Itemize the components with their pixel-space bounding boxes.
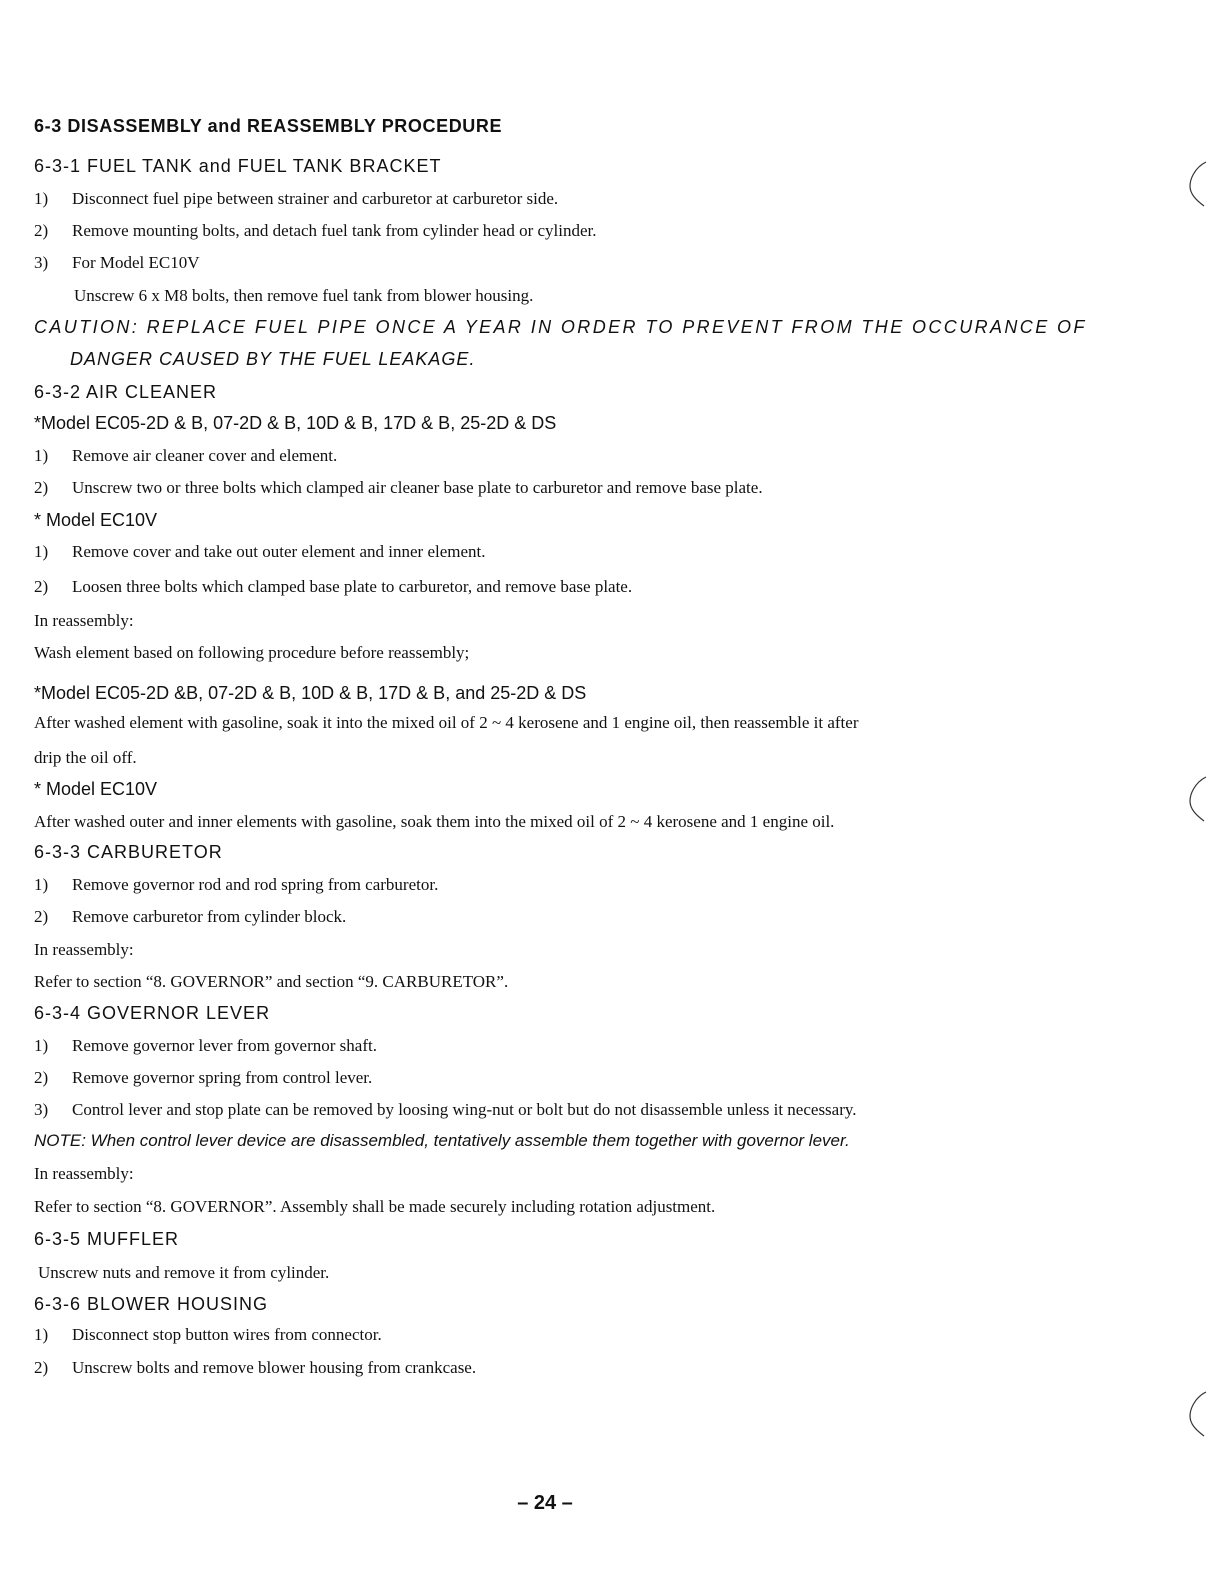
paragraph-text: Refer to section “8. GOVERNOR”. Assembly shall be made securely including rotation adjustment.	[34, 1197, 716, 1216]
item-number: 2)	[34, 577, 49, 596]
subsection-title-carburetor: 6-3-3 CARBURETOR	[34, 842, 223, 862]
item-number: 1)	[34, 446, 49, 465]
list-item	[34, 221, 597, 241]
item-text: Remove governor spring from control lever.	[72, 1068, 373, 1087]
item-number: 2)	[34, 1358, 49, 1377]
binder-hole-arc	[1186, 1390, 1208, 1440]
item-text: Unscrew two or three bolts which clamped air cleaner base plate to carburetor and remove base plate.	[72, 478, 763, 497]
subsection-title-muffler: 6-3-5 MUFFLER	[34, 1229, 180, 1249]
model-heading: *Model EC05-2D & B, 07-2D & B, 10D & B, 17D & B, 25-2D & DS	[34, 413, 557, 433]
subsection-title-blower-housing: 6-3-6 BLOWER HOUSING	[34, 1294, 269, 1314]
list-item	[34, 1036, 377, 1056]
subsection-title-fuel-tank: 6-3-1 FUEL TANK and FUEL TANK BRACKET	[34, 156, 442, 176]
item-text: Remove cover and take out outer element and inner element.	[72, 542, 486, 561]
item-text: Remove carburetor from cylinder block.	[72, 907, 347, 926]
item-number: 1)	[34, 189, 49, 208]
item-number: 3)	[34, 1100, 49, 1119]
item-number: 2)	[34, 1068, 49, 1087]
list-item	[34, 253, 200, 273]
list-item	[34, 446, 337, 466]
model-heading: * Model EC10V	[34, 779, 158, 799]
list-item	[34, 1100, 857, 1120]
item-text: Unscrew bolts and remove blower housing from crankcase.	[72, 1358, 477, 1377]
list-item	[34, 1325, 382, 1345]
list-item	[34, 189, 558, 209]
subsection-title-air-cleaner: 6-3-2 AIR CLEANER	[34, 382, 218, 402]
paragraph-text: Refer to section “8. GOVERNOR” and section “9. CARBURETOR”.	[34, 972, 509, 991]
item-number: 1)	[34, 875, 49, 894]
model-heading: *Model EC05-2D &B, 07-2D & B, 10D & B, 17D & B, and 25-2D & DS	[34, 683, 587, 703]
list-item	[34, 478, 763, 498]
item-text: Disconnect fuel pipe between strainer and carburetor at carburetor side.	[72, 189, 559, 208]
item-text: Disconnect stop button wires from connector.	[72, 1325, 382, 1344]
item-text: Remove air cleaner cover and element.	[72, 446, 338, 465]
paragraph-text: Wash element based on following procedure before reassembly;	[34, 643, 470, 662]
reassembly-label: In reassembly:	[34, 940, 134, 959]
subsection-title-governor-lever: 6-3-4 GOVERNOR LEVER	[34, 1003, 271, 1023]
item-text: Remove governor lever from governor shaft.	[72, 1036, 377, 1055]
list-item	[34, 875, 438, 895]
sub-step-text: Unscrew 6 x M8 bolts, then remove fuel tank from blower housing.	[74, 286, 534, 305]
reassembly-label: In reassembly:	[34, 611, 134, 630]
item-text: Loosen three bolts which clamped base plate to carburetor, and remove base plate.	[72, 577, 633, 596]
item-number: 2)	[34, 221, 49, 240]
item-number: 1)	[34, 1325, 49, 1344]
item-number: 3)	[34, 253, 49, 272]
paragraph-text: drip the oil off.	[34, 748, 137, 767]
item-number: 1)	[34, 1036, 49, 1055]
paragraph-text: Unscrew nuts and remove it from cylinder.	[38, 1263, 330, 1282]
model-heading: * Model EC10V	[34, 510, 158, 530]
item-number: 2)	[34, 478, 49, 497]
note-text: NOTE: When control lever device are disassembled, tentatively assemble them together with governor lever.	[34, 1131, 850, 1150]
item-text: For Model EC10V	[72, 253, 200, 272]
section-heading: 6-3 DISASSEMBLY and REASSEMBLY PROCEDURE	[34, 116, 503, 136]
caution-text: CAUTION: REPLACE FUEL PIPE ONCE A YEAR IN ORDER TO PREVENT FROM THE OCCURANCE OF	[34, 317, 1087, 337]
item-text: Remove governor rod and rod spring from carburetor.	[72, 875, 439, 894]
item-text: Control lever and stop plate can be removed by loosing wing-nut or bolt but do not disassemble unless it necessary.	[72, 1100, 857, 1119]
caution-text-continued: DANGER CAUSED BY THE FUEL LEAKAGE.	[70, 349, 476, 369]
binder-hole-arc	[1186, 160, 1208, 210]
list-item	[34, 1068, 372, 1088]
item-number: 1)	[34, 542, 49, 561]
list-item	[34, 907, 346, 927]
paragraph-text: After washed element with gasoline, soak it into the mixed oil of 2 ~ 4 kerosene and 1 engine oil, then reassemble it after	[34, 713, 859, 732]
reassembly-label: In reassembly:	[34, 1164, 134, 1183]
list-item	[34, 542, 486, 562]
item-number: 2)	[34, 907, 49, 926]
list-item	[34, 1358, 476, 1378]
paragraph-text: After washed outer and inner elements with gasoline, soak them into the mixed oil of 2 ~ 4 kerosene and 1 engine oil.	[34, 812, 835, 831]
page-number: – 24 –	[517, 1492, 573, 1514]
binder-hole-arc	[1186, 775, 1208, 825]
list-item	[34, 577, 632, 597]
item-text: Remove mounting bolts, and detach fuel tank from cylinder head or cylinder.	[72, 221, 597, 240]
